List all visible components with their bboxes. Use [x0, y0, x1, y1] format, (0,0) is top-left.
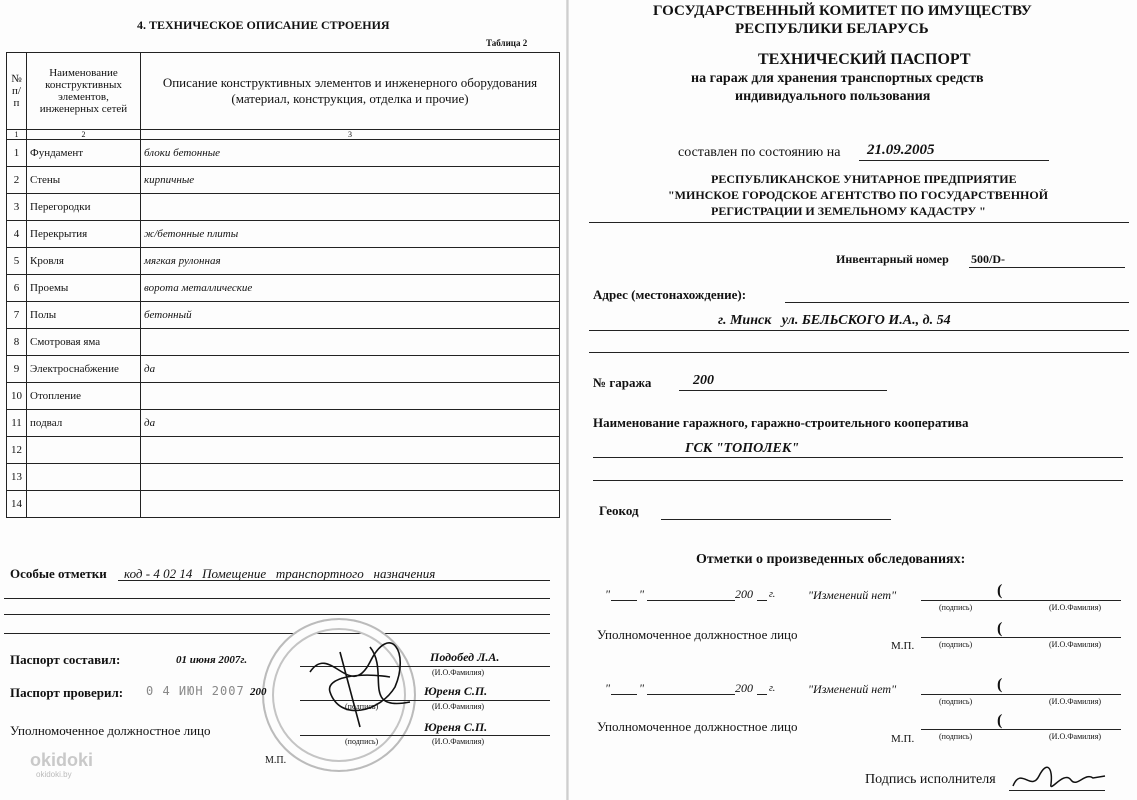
entry2-official-sign-caption: (подпись) — [939, 732, 973, 741]
entry2-official-fio-caption: (И.О.Фамилия) — [1049, 732, 1102, 741]
entry2-mp: М.П. — [891, 733, 915, 745]
entry1-official-label: Уполномоченное должностное лицо — [597, 627, 798, 642]
official-sign-caption: (подпись) — [345, 737, 379, 746]
table-row — [7, 356, 560, 383]
left-mp-label: М.П. — [265, 755, 287, 766]
entry1-official-paren: ( — [997, 620, 1003, 637]
row-element-name: Перегородки — [27, 194, 141, 221]
compiled-date: 01 июня 2007г. — [176, 654, 248, 666]
row-number: 6 — [7, 275, 27, 302]
enterprise-line — [589, 222, 1129, 223]
table-row — [7, 329, 560, 356]
enterprise-line-2: "МИНСКОЕ ГОРОДСКОЕ АГЕНТСТВО ПО ГОСУДАРСТВЕННОЙ — [668, 188, 1049, 202]
special-marks-label: Особые отметки — [10, 566, 107, 581]
table-row — [7, 491, 560, 518]
column-number-row — [7, 130, 560, 140]
table-row — [7, 221, 560, 248]
row-number: 7 — [7, 302, 27, 329]
official-line — [300, 735, 550, 736]
doc-subtitle-1: на гараж для хранения транспортных средств — [691, 71, 984, 86]
coop-line-1 — [593, 457, 1123, 458]
entry1-official-line — [921, 637, 1121, 638]
row-element-name: Кровля — [27, 248, 141, 275]
row-description — [141, 491, 560, 518]
row-element-name — [27, 491, 141, 518]
row-number: 10 — [7, 383, 27, 410]
entry1-year-line — [757, 600, 767, 601]
garage-number-line — [679, 390, 887, 391]
checked-year: 200 — [250, 686, 267, 698]
table-row — [7, 437, 560, 464]
checked-name: Юреня С.П. — [424, 684, 488, 698]
compiled-fio-caption: (И.О.Фамилия) — [432, 668, 485, 677]
garage-number-value: 200 — [693, 373, 714, 388]
row-number: 5 — [7, 248, 27, 275]
entry2-month-line — [647, 694, 735, 695]
table-row — [7, 167, 560, 194]
executor-signature-line — [1009, 790, 1105, 791]
row-element-name: подвал — [27, 410, 141, 437]
state-label: составлен по состоянию на — [678, 145, 841, 160]
row-description: мягкая рулонная — [141, 248, 560, 275]
entry1-paren: ( — [997, 582, 1003, 599]
doc-title: ТЕХНИЧЕСКИЙ ПАСПОРТ — [758, 51, 971, 68]
checked-label: Паспорт проверил: — [10, 685, 124, 700]
table-row — [7, 140, 560, 167]
col-num-2: 2 — [27, 130, 141, 140]
row-element-name — [27, 437, 141, 464]
enterprise-line-1: РЕСПУБЛИКАНСКОЕ УНИТАРНОЕ ПРЕДПРИЯТИЕ — [711, 172, 1017, 186]
left-page — [0, 0, 568, 800]
col-num-1: 1 — [7, 130, 27, 140]
entry1-official-sign-caption: (подпись) — [939, 640, 973, 649]
entry1-official-fio-caption: (И.О.Фамилия) — [1049, 640, 1102, 649]
org-line-2: РЕСПУБЛИКИ БЕЛАРУСЬ — [735, 21, 929, 37]
table-row — [7, 302, 560, 329]
entry1-sign-caption: (подпись) — [939, 603, 973, 612]
address-line-3 — [589, 352, 1129, 353]
row-element-name — [27, 464, 141, 491]
official-fio-caption: (И.О.Фамилия) — [432, 737, 485, 746]
garage-number-label: № гаража — [593, 375, 652, 390]
row-description: блоки бетонные — [141, 140, 560, 167]
coop-line-2 — [593, 480, 1123, 481]
inspection-marks-title: Отметки о произведенных обследованиях: — [696, 552, 966, 567]
table-row — [7, 275, 560, 302]
geocode-label: Геокод — [599, 503, 639, 518]
row-element-name: Электроснабжение — [27, 356, 141, 383]
row-number: 2 — [7, 167, 27, 194]
header-name: Наименование конструктивных элементов, инженерных сетей — [27, 53, 141, 130]
row-element-name: Смотровая яма — [27, 329, 141, 356]
entry1-year-prefix: 200 — [735, 587, 753, 601]
row-number: 12 — [7, 437, 27, 464]
header-num: № п/ п — [7, 53, 27, 130]
table-row — [7, 383, 560, 410]
entry2-year-prefix: 200 — [735, 681, 753, 695]
right-page — [569, 0, 1137, 800]
table-header-row — [7, 53, 560, 130]
entry2-year-line — [757, 694, 767, 695]
row-element-name: Перекрытия — [27, 221, 141, 248]
entry2-day-line — [611, 694, 637, 695]
address-value: г. Минск ул. БЕЛЬСКОГО И.А., д. 54 — [718, 313, 951, 328]
entry2-fio-caption: (И.О.Фамилия) — [1049, 697, 1102, 706]
entry1-no-changes: "Изменений нет" — [808, 588, 897, 602]
special-line-2 — [4, 598, 550, 599]
address-label: Адрес (местонахождение): — [593, 287, 747, 302]
entry1-quote-close: " — [639, 587, 645, 601]
row-number: 3 — [7, 194, 27, 221]
entry1-sign-line — [921, 600, 1121, 601]
inventory-value: 500/D- — [971, 252, 1005, 266]
row-description: да — [141, 410, 560, 437]
checked-fio-caption: (И.О.Фамилия) — [432, 702, 485, 711]
header-desc: Описание конструктивных элементов и инженерного оборудования (материал, конструкция, отделка и прочие) — [141, 53, 560, 130]
entry1-mp: М.П. — [891, 640, 915, 652]
org-line-1: ГОСУДАРСТВЕННЫЙ КОМИТЕТ ПО ИМУЩЕСТВУ — [653, 3, 1032, 19]
compiled-label: Паспорт составил: — [10, 652, 121, 667]
coop-value: ГСК "ТОПОЛЕК" — [685, 441, 800, 456]
entry2-paren: ( — [997, 676, 1003, 693]
official-name: Юреня С.П. — [424, 720, 488, 734]
row-element-name: Стены — [27, 167, 141, 194]
entry1-fio-caption: (И.О.Фамилия) — [1049, 603, 1102, 612]
entry1-quote-open: " — [605, 587, 611, 601]
address-line-2 — [589, 330, 1129, 331]
tech-description-table — [6, 52, 560, 518]
row-description: кирпичные — [141, 167, 560, 194]
special-line-3 — [4, 614, 550, 615]
row-element-name: Фундамент — [27, 140, 141, 167]
row-number: 8 — [7, 329, 27, 356]
entry2-official-paren: ( — [997, 712, 1003, 729]
entry2-official-line — [921, 729, 1121, 730]
row-element-name: Полы — [27, 302, 141, 329]
row-description: да — [141, 356, 560, 383]
row-description — [141, 383, 560, 410]
table-row — [7, 410, 560, 437]
entry2-sign-line — [921, 694, 1121, 695]
table-row — [7, 194, 560, 221]
executor-signature-label: Подпись исполнителя — [865, 772, 996, 787]
special-line-1 — [118, 580, 550, 581]
row-number: 13 — [7, 464, 27, 491]
row-number: 11 — [7, 410, 27, 437]
entry2-quote-open: " — [605, 681, 611, 695]
row-description: ворота металлические — [141, 275, 560, 302]
coop-label: Наименование гаражного, гаражно-строительного кооператива — [593, 415, 969, 430]
row-number: 1 — [7, 140, 27, 167]
row-description: ж/бетонные плиты — [141, 221, 560, 248]
official-label: Уполномоченное должностное лицо — [10, 723, 211, 738]
row-number: 4 — [7, 221, 27, 248]
special-marks-value: код - 4 02 14 Помещение транспортного назначения — [124, 566, 436, 581]
entry2-sign-caption: (подпись) — [939, 697, 973, 706]
section-title: 4. ТЕХНИЧЕСКОЕ ОПИСАНИЕ СТРОЕНИЯ — [137, 18, 390, 32]
signature-scribble — [300, 632, 430, 732]
checked-sign-caption: (подпись) — [345, 702, 379, 711]
entry2-official-label: Уполномоченное должностное лицо — [597, 719, 798, 734]
entry1-day-line — [611, 600, 637, 601]
special-line-4 — [4, 633, 550, 634]
geocode-line — [661, 519, 891, 520]
address-line-1 — [785, 302, 1129, 303]
table-row — [7, 464, 560, 491]
row-element-name: Отопление — [27, 383, 141, 410]
inventory-label: Инвентарный номер — [836, 252, 949, 266]
row-description — [141, 464, 560, 491]
row-number: 14 — [7, 491, 27, 518]
state-date-line — [859, 160, 1049, 161]
doc-subtitle-2: индивидуального пользования — [735, 89, 931, 104]
watermark-url: okidoki.by — [36, 770, 72, 779]
row-number: 9 — [7, 356, 27, 383]
entry2-year-suffix: г. — [769, 683, 776, 694]
col-num-3: 3 — [141, 130, 560, 140]
entry2-no-changes: "Изменений нет" — [808, 682, 897, 696]
watermark-logo: okidoki — [30, 750, 94, 770]
compiled-name: Подобед Л.А. — [430, 650, 500, 664]
state-date: 21.09.2005 — [867, 142, 935, 158]
row-description — [141, 329, 560, 356]
entry2-quote-close: " — [639, 681, 645, 695]
enterprise-line-3: РЕГИСТРАЦИИ И ЗЕМЕЛЬНОМУ КАДАСТРУ " — [711, 204, 986, 218]
table-label: Таблица 2 — [486, 38, 528, 48]
row-description: бетонный — [141, 302, 560, 329]
entry1-year-suffix: г. — [769, 589, 776, 600]
checked-date-stamp: 0 4 ИЮН 2007 — [146, 684, 245, 698]
inventory-line — [969, 267, 1125, 268]
table-row — [7, 248, 560, 275]
row-description — [141, 437, 560, 464]
row-element-name: Проемы — [27, 275, 141, 302]
row-description — [141, 194, 560, 221]
entry1-month-line — [647, 600, 735, 601]
